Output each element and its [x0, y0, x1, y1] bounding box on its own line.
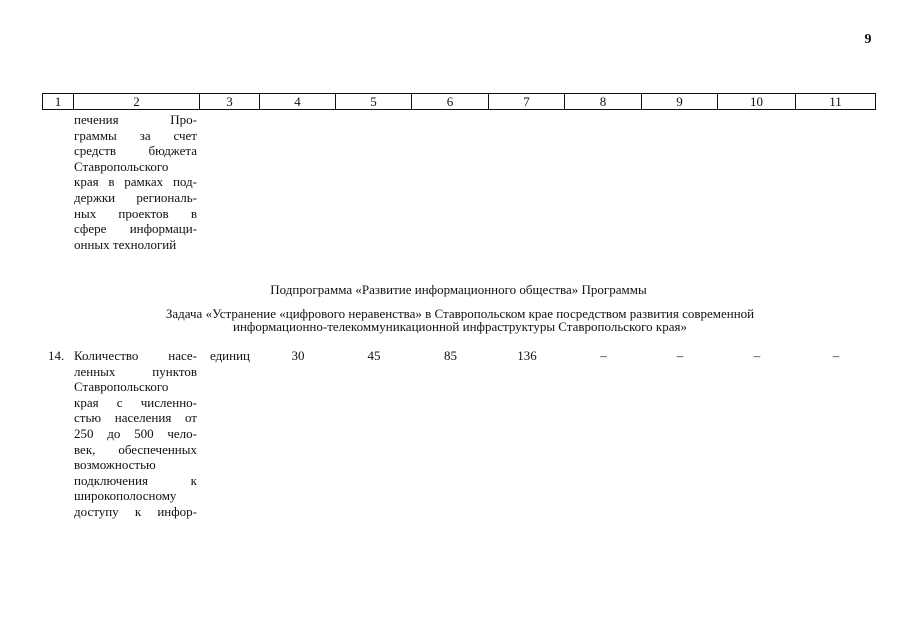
header-col-2: 2 — [74, 94, 200, 110]
text-line: средств бюджета — [74, 143, 197, 159]
header-col-9: 9 — [642, 94, 718, 110]
text-line: век, обеспеченных — [74, 441, 197, 457]
value-col-10: – — [753, 348, 761, 363]
header-col-11: 11 — [796, 94, 876, 110]
text-line: края в рамках под- — [74, 174, 197, 190]
indicator-name — [74, 348, 197, 520]
text-line: доступу к инфор- — [74, 503, 197, 519]
text-line: Количество насе- — [74, 348, 197, 363]
text-line: подключения к — [74, 472, 197, 488]
text-line: Ставропольского — [74, 158, 169, 174]
text-line: стью населения от — [74, 410, 197, 426]
text-line: широкополосному — [74, 488, 177, 504]
value-col-4: 30 — [291, 348, 305, 363]
header-col-7: 7 — [489, 94, 565, 110]
task-title — [90, 307, 830, 333]
text-line: 250 до 500 чело- — [74, 425, 197, 441]
value-col-6: 85 — [444, 348, 457, 363]
header-col-1: 1 — [43, 94, 74, 110]
text-line: онных технологий — [74, 236, 177, 252]
continued-indicator-name — [74, 112, 197, 252]
row-number: 14. — [48, 348, 65, 363]
text-line: края с численно- — [74, 394, 197, 410]
subprogram-title: Подпрограмма «Развитие информационного общества» Программы — [270, 282, 647, 297]
task-title-line: Задача «Устранение «цифрового неравенства» в Ставропольском крае посредством развития современной — [165, 306, 755, 321]
header-col-10: 10 — [718, 94, 796, 110]
header-col-3: 3 — [200, 94, 260, 110]
text-line: возможностью — [74, 457, 156, 473]
page-number: 9 — [864, 32, 872, 47]
header-col-8: 8 — [565, 94, 642, 110]
header-col-6: 6 — [412, 94, 489, 110]
header-col-5: 5 — [336, 94, 412, 110]
unit-cell: единиц — [209, 348, 251, 363]
value-col-7: 136 — [517, 348, 537, 363]
value-col-5: 45 — [367, 348, 381, 363]
column-number-header — [42, 93, 876, 110]
value-col-11: – — [832, 348, 840, 363]
text-line: ленных пунктов — [74, 363, 197, 379]
text-line: печения Про- — [74, 112, 197, 127]
text-line: ных проектов в — [74, 205, 197, 221]
text-line: держки региональ- — [74, 189, 197, 205]
value-col-9: – — [676, 348, 684, 363]
text-line: сфере информаци- — [74, 221, 197, 237]
value-col-8: – — [600, 348, 607, 363]
text-line: граммы за счет — [74, 127, 197, 143]
header-col-4: 4 — [260, 94, 336, 110]
text-line: Ставропольского — [74, 379, 169, 395]
task-title-line: информационно-телекоммуникационной инфраструктуры Ставропольского края» — [233, 319, 687, 334]
